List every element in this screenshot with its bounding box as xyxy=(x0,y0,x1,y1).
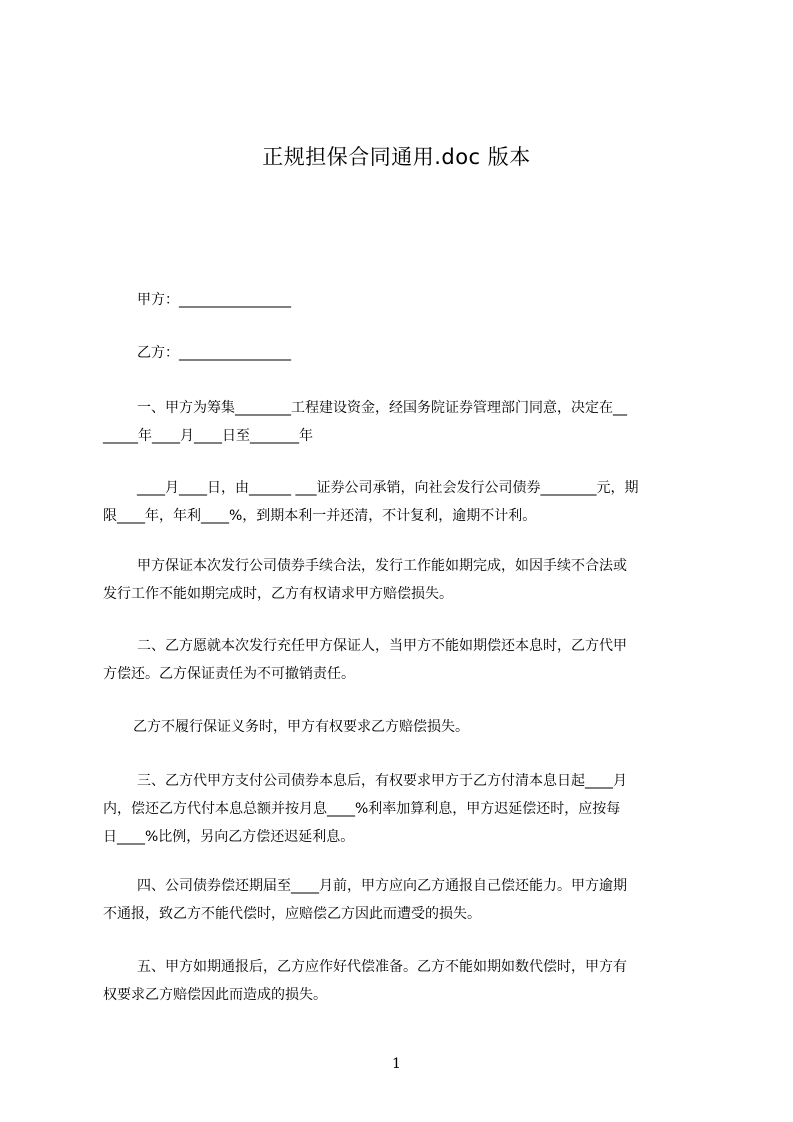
bond-terms-paragraph xyxy=(103,474,703,530)
paragraph-line: 发行工作不能如期完成时，乙方有权请求甲方赔偿损失。 xyxy=(103,586,453,602)
clause-4-paragraph xyxy=(103,872,703,928)
paragraph-line: 日____%比例，另向乙方偿还迟延利息。 xyxy=(103,829,355,845)
paragraph-line: 权要求乙方赔偿因此而造成的损失。 xyxy=(103,987,327,1003)
party-a-paragraph xyxy=(103,286,703,314)
clause-1-paragraph xyxy=(103,394,703,450)
clause-5-paragraph xyxy=(103,953,703,1009)
paragraph-line: 一、甲方为筹集________工程建设资金，经国务院证券管理部门同意，决定在__ xyxy=(137,400,627,416)
party-b-default-paragraph xyxy=(103,713,703,741)
party-a-guarantee-paragraph xyxy=(103,552,703,608)
clause-3-paragraph xyxy=(103,767,703,851)
clause-2-paragraph xyxy=(103,632,703,688)
paragraph-line: 限____年，年利____%，到期本利一并还清，不计复利，逾期不计利。 xyxy=(103,508,537,524)
paragraph-line: 不通报，致乙方不能代偿时，应赔偿乙方因此而遭受的损失。 xyxy=(103,906,481,922)
paragraph-line: 四、公司债券偿还期届至____月前，甲方应向乙方通报自己偿还能力。甲方逾期 xyxy=(137,878,627,894)
page-number: 1 xyxy=(392,1056,401,1072)
paragraph-line: ____月____日，由______ ___证券公司承销，向社会发行公司债券________元，期 xyxy=(137,480,639,496)
paragraph-line: 方偿还。乙方保证责任为不可撤销责任。 xyxy=(103,666,355,682)
paragraph-line: 乙方不履行保证义务时，甲方有权要求乙方赔偿损失。 xyxy=(133,719,469,735)
paragraph-line: 五、甲方如期通报后，乙方应作好代偿准备。乙方不能如期如数代偿时，甲方有 xyxy=(137,959,627,975)
paragraph-line: 三、乙方代甲方支付公司债券本息后，有权要求甲方于乙方付清本息日起____月 xyxy=(137,773,627,789)
document-title: 正规担保合同通用.doc 版本 xyxy=(262,145,531,169)
party-b-paragraph xyxy=(103,339,703,367)
paragraph-line: _____年____月____日至_______年 xyxy=(103,428,313,444)
paragraph-line: 乙方：________________ xyxy=(137,345,291,361)
paragraph-line: 甲方：________________ xyxy=(137,292,291,308)
paragraph-line: 二、乙方愿就本次发行充任甲方保证人，当甲方不能如期偿还本息时，乙方代甲 xyxy=(137,638,627,654)
paragraph-line: 甲方保证本次发行公司债券手续合法，发行工作能如期完成，如因手续不合法或 xyxy=(137,558,627,574)
paragraph-line: 内，偿还乙方代付本息总额并按月息____%利率加算利息，甲方迟延偿还时，应按每 xyxy=(103,801,621,817)
